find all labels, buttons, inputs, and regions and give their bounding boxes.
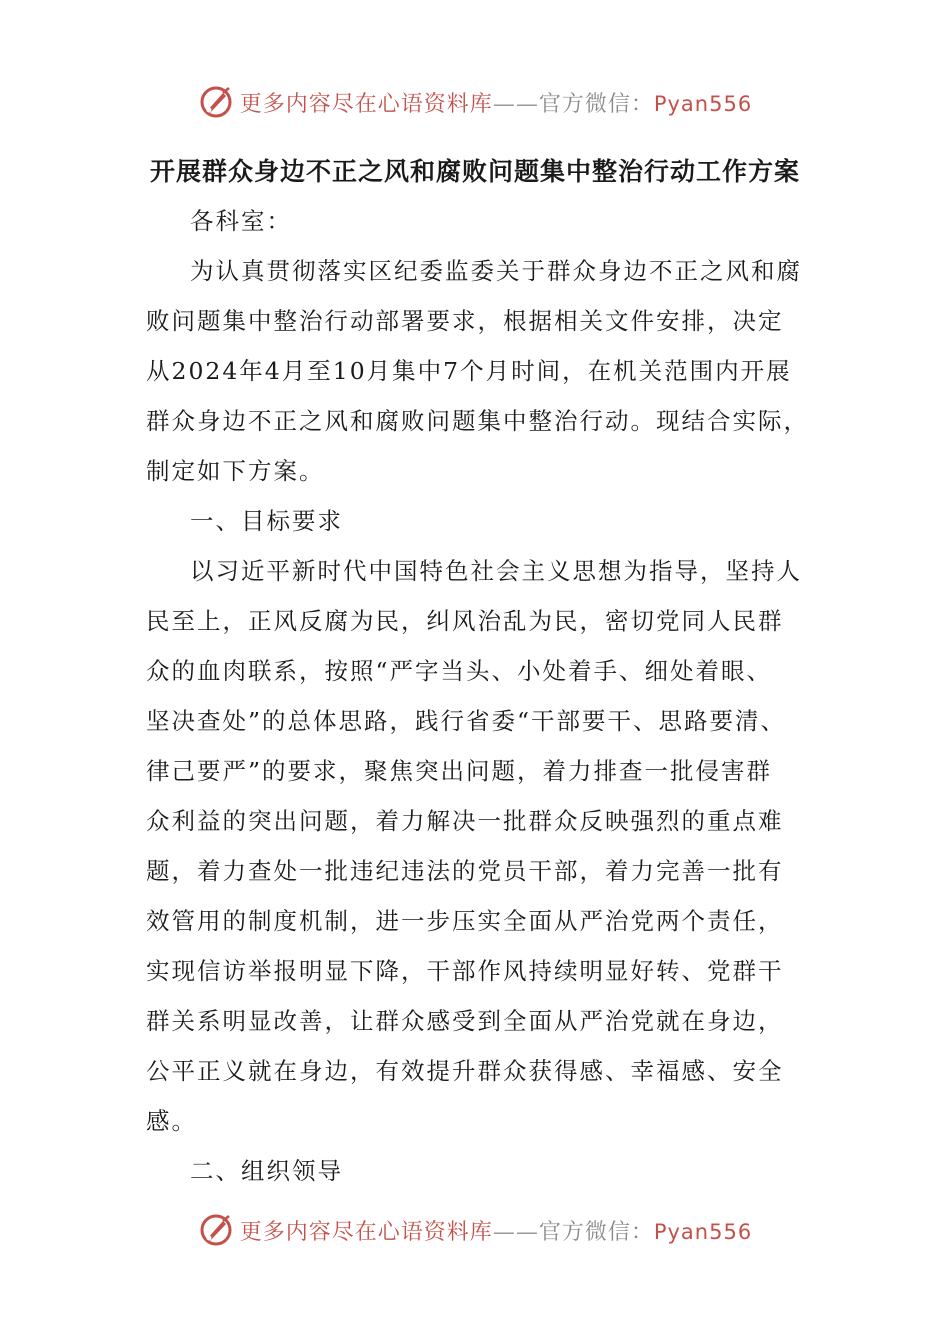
banner-separator: —— — [492, 91, 539, 117]
banner-label: 官方微信： — [538, 91, 654, 117]
section-heading: 一、目标要求 — [190, 507, 343, 535]
banner-separator: —— — [492, 1219, 539, 1245]
banner-text — [240, 87, 752, 118]
paragraph-line: 群关系明显改善，让群众感受到全面从严治党就在身边， — [146, 1007, 784, 1035]
paragraph-line: 众利益的突出问题，着力解决一批群众反映强烈的重点难 — [146, 807, 784, 835]
paragraph-line: 题，着力查处一批违纪违法的党员干部，着力完善一批有 — [146, 857, 784, 885]
paragraph-line: 为认真贯彻落实区纪委监委关于群众身边不正之风和腐 — [190, 257, 802, 285]
document-body — [146, 196, 808, 1196]
paragraph-line: 败问题集中整治行动部署要求，根据相关文件安排，决定 — [146, 307, 784, 335]
paragraph-line: 公平正义就在身边，有效提升群众获得感、幸福感、安全 — [146, 1057, 784, 1085]
banner-label: 官方微信： — [538, 1219, 654, 1245]
quill-logo-icon — [198, 1212, 234, 1248]
quill-logo-icon — [198, 84, 234, 120]
salutation: 各科室： — [190, 207, 292, 235]
banner-wechat-id: Pyan556 — [653, 91, 753, 116]
paragraph-line: 坚决查处”的总体思路，践行省委“干部要干、思路要清、 — [146, 707, 787, 735]
paragraph-line: 众的血肉联系，按照“严字当头、小处着手、细处着眼、 — [146, 657, 773, 685]
paragraph-line: 律己要严”的要求，聚焦突出问题，着力排查一批侵害群 — [146, 757, 773, 785]
paragraph-line: 效管用的制度机制，进一步压实全面从严治党两个责任， — [146, 907, 784, 935]
section-heading: 二、组织领导 — [190, 1157, 343, 1185]
banner-text — [240, 1215, 752, 1246]
banner-site-text: 更多内容尽在心语资料库 — [239, 1219, 493, 1245]
banner-site-text: 更多内容尽在心语资料库 — [239, 91, 493, 117]
header-banner — [0, 82, 950, 122]
paragraph-line: 以习近平新时代中国特色社会主义思想为指导，坚持人 — [190, 557, 802, 585]
banner-wechat-id: Pyan556 — [653, 1219, 753, 1244]
document-title: 开展群众身边不正之风和腐败问题集中整治行动工作方案 — [149, 157, 800, 186]
paragraph-line: 制定如下方案。 — [146, 457, 325, 485]
paragraph-line: 从2024年4月至10月集中7个月时间，在机关范围内开展 — [146, 357, 792, 385]
paragraph-line: 群众身边不正之风和腐败问题集中整治行动。现结合实际， — [146, 407, 809, 435]
paragraph-line: 感。 — [146, 1107, 197, 1135]
paragraph-line: 实现信访举报明显下降，干部作风持续明显好转、党群干 — [146, 957, 784, 985]
paragraph-line: 民至上，正风反腐为民，纠风治乱为民，密切党同人民群 — [146, 607, 784, 635]
footer-banner — [0, 1210, 950, 1250]
